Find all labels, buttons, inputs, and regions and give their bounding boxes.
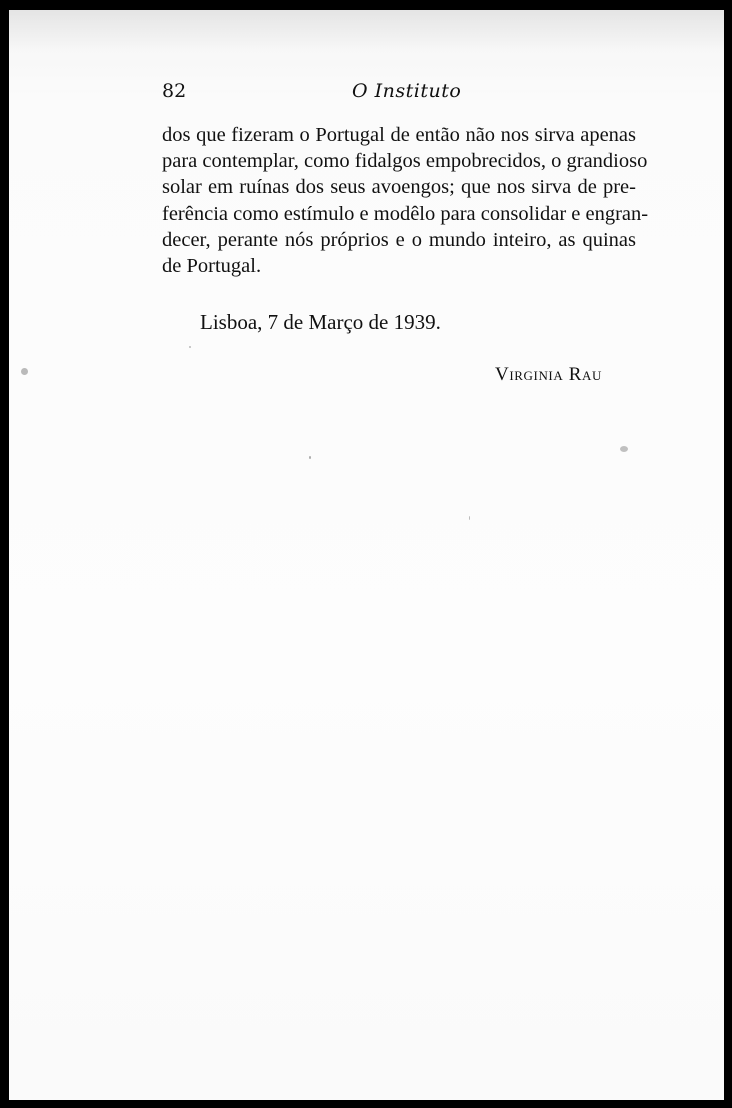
body-line: decer, perante nós próprios e o mundo inteiro, as quinas xyxy=(162,228,636,251)
scan-speck xyxy=(620,446,628,452)
body-line: de Portugal. xyxy=(162,255,262,278)
body-line: para contemplar, como fidalgos empobrecidos, o grandioso xyxy=(162,150,648,173)
document-page xyxy=(9,10,724,1100)
running-title: O Instituto xyxy=(352,80,462,102)
page-number: 82 xyxy=(162,80,187,102)
page-header xyxy=(162,80,592,110)
body-line: ferência como estímulo e modêlo para consolidar e engran- xyxy=(162,202,649,225)
place-date: Lisboa, 7 de Março de 1939. xyxy=(200,310,441,334)
scan-speck xyxy=(21,368,28,375)
body-line: dos que fizeram o Portugal de então não nos sirva apenas xyxy=(162,124,636,146)
scan-speck xyxy=(469,516,470,520)
scan-speck xyxy=(189,346,191,348)
body-paragraph xyxy=(162,122,649,279)
body-line: solar em ruínas dos seus avoengos; que nos sirva de pre- xyxy=(162,176,636,199)
scan-speck xyxy=(309,456,311,459)
author-signature: Virginia Rau xyxy=(495,364,602,385)
